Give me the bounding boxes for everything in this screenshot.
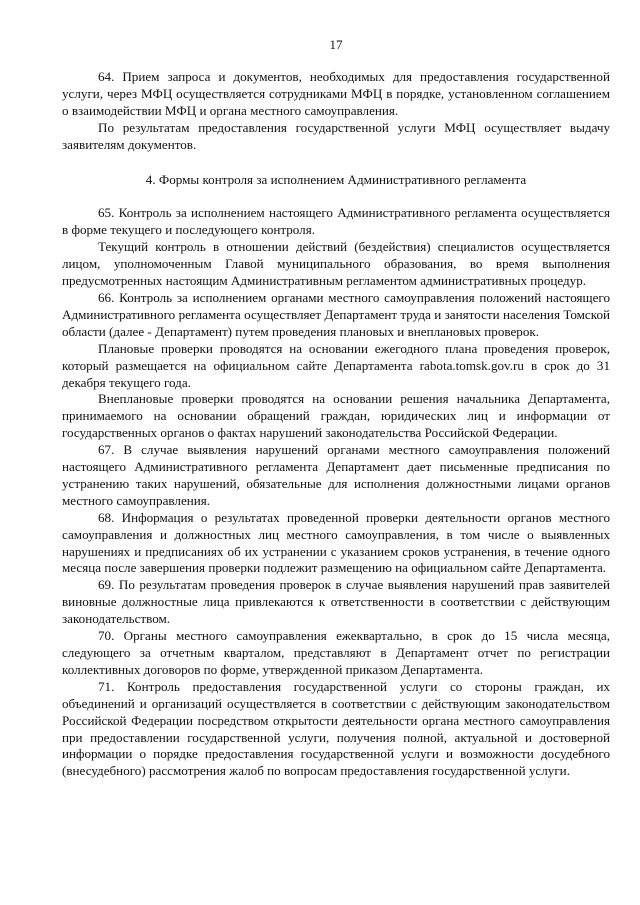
paragraph-67: 67. В случае выявления нарушений органами местного самоуправления положений настоящего Административного регламента Департамент дает письменные предписания по устранению таких нарушений, обязательные для исполнения должностными лицами органов местного самоуправления. <box>62 442 610 508</box>
paragraph-64: 64. Прием запроса и документов, необходимых для предоставления государственной услуги, через МФЦ осуществляется сотрудниками МФЦ в порядке, установленном соглашением о взаимодействии МФЦ и органа местного самоуправления. <box>62 69 610 118</box>
paragraph-66: 66. Контроль за исполнением органами местного самоуправления положений настоящего Административного регламента осуществляет Департамент труда и занятости населения Томской области (далее - Департамент) путем проведения плановых и внеплановых проверок. <box>62 289 610 339</box>
section-heading: 4. Формы контроля за исполнением Административного регламента <box>145 171 527 187</box>
paragraph-65: 65. Контроль за исполнением настоящего Административного регламента осуществляется в форме текущего и последующего контроля. <box>62 205 610 238</box>
paragraph-65-current-control: Текущий контроль в отношении действий (бездействия) специалистов осуществляется лицом, уполномоченным Главой муниципального образования, во время выполнения предусмотренных настоящим Административным регламентом административных процедур. <box>62 239 610 289</box>
paragraph-68: 68. Информация о результатах проведенной проверки деятельности органов местного самоуправления и должностных лиц местного самоуправления, в том числе о выявленных нарушениях и предписаниях об их устранении с указанием сроков устранения, в течение одного месяца после завершения проверки подлежит размещению на официальном сайте Департамента. <box>62 509 610 576</box>
page-number: 17 <box>329 37 343 52</box>
paragraph-64-results: По результатам предоставления государственной услуги МФЦ осуществляет выдачу заявителям документов. <box>62 119 610 152</box>
paragraph-70: 70. Органы местного самоуправления ежеквартально, в срок до 15 числа месяца, следующего за отчетным кварталом, представляют в Департамент отчет по регистрации коллективных договоров по форме, утвержденной приказом Департамента. <box>62 628 610 677</box>
paragraph-66-unplanned-checks: Внеплановые проверки проводятся на основании решения начальника Департамента, принимаемого на основании обращений граждан, юридических лиц и информации от государственных органов о фактах нарушений законодательства Российской Федерации. <box>62 391 610 441</box>
paragraph-66-planned-checks: Плановые проверки проводятся на основании ежегодного плана проведения проверок, который размещается на официальном сайте Департамента rabota.tomsk.gov.ru в срок до 31 декабря текущего года. <box>62 340 610 390</box>
paragraph-69: 69. По результатам проведения проверок в случае выявления нарушений прав заявителей виновные должностные лица привлекаются к ответственности в соответствии с действующим законодательством. <box>62 577 610 627</box>
paragraph-71: 71. Контроль предоставления государственной услуги со стороны граждан, их объединений и организаций осуществляется в соответствии с действующим законодательством Российской Федерации посредством открытости деятельности органа местного самоуправления при предоставлении государственной услуги, получения полной, актуальной и достоверной информации о порядке предоставления государственной услуги и возможности досудебного (внесудебного) рассмотрения жалоб по вопросам предоставления государственной услуги. <box>62 678 610 779</box>
document-body <box>62 69 610 780</box>
